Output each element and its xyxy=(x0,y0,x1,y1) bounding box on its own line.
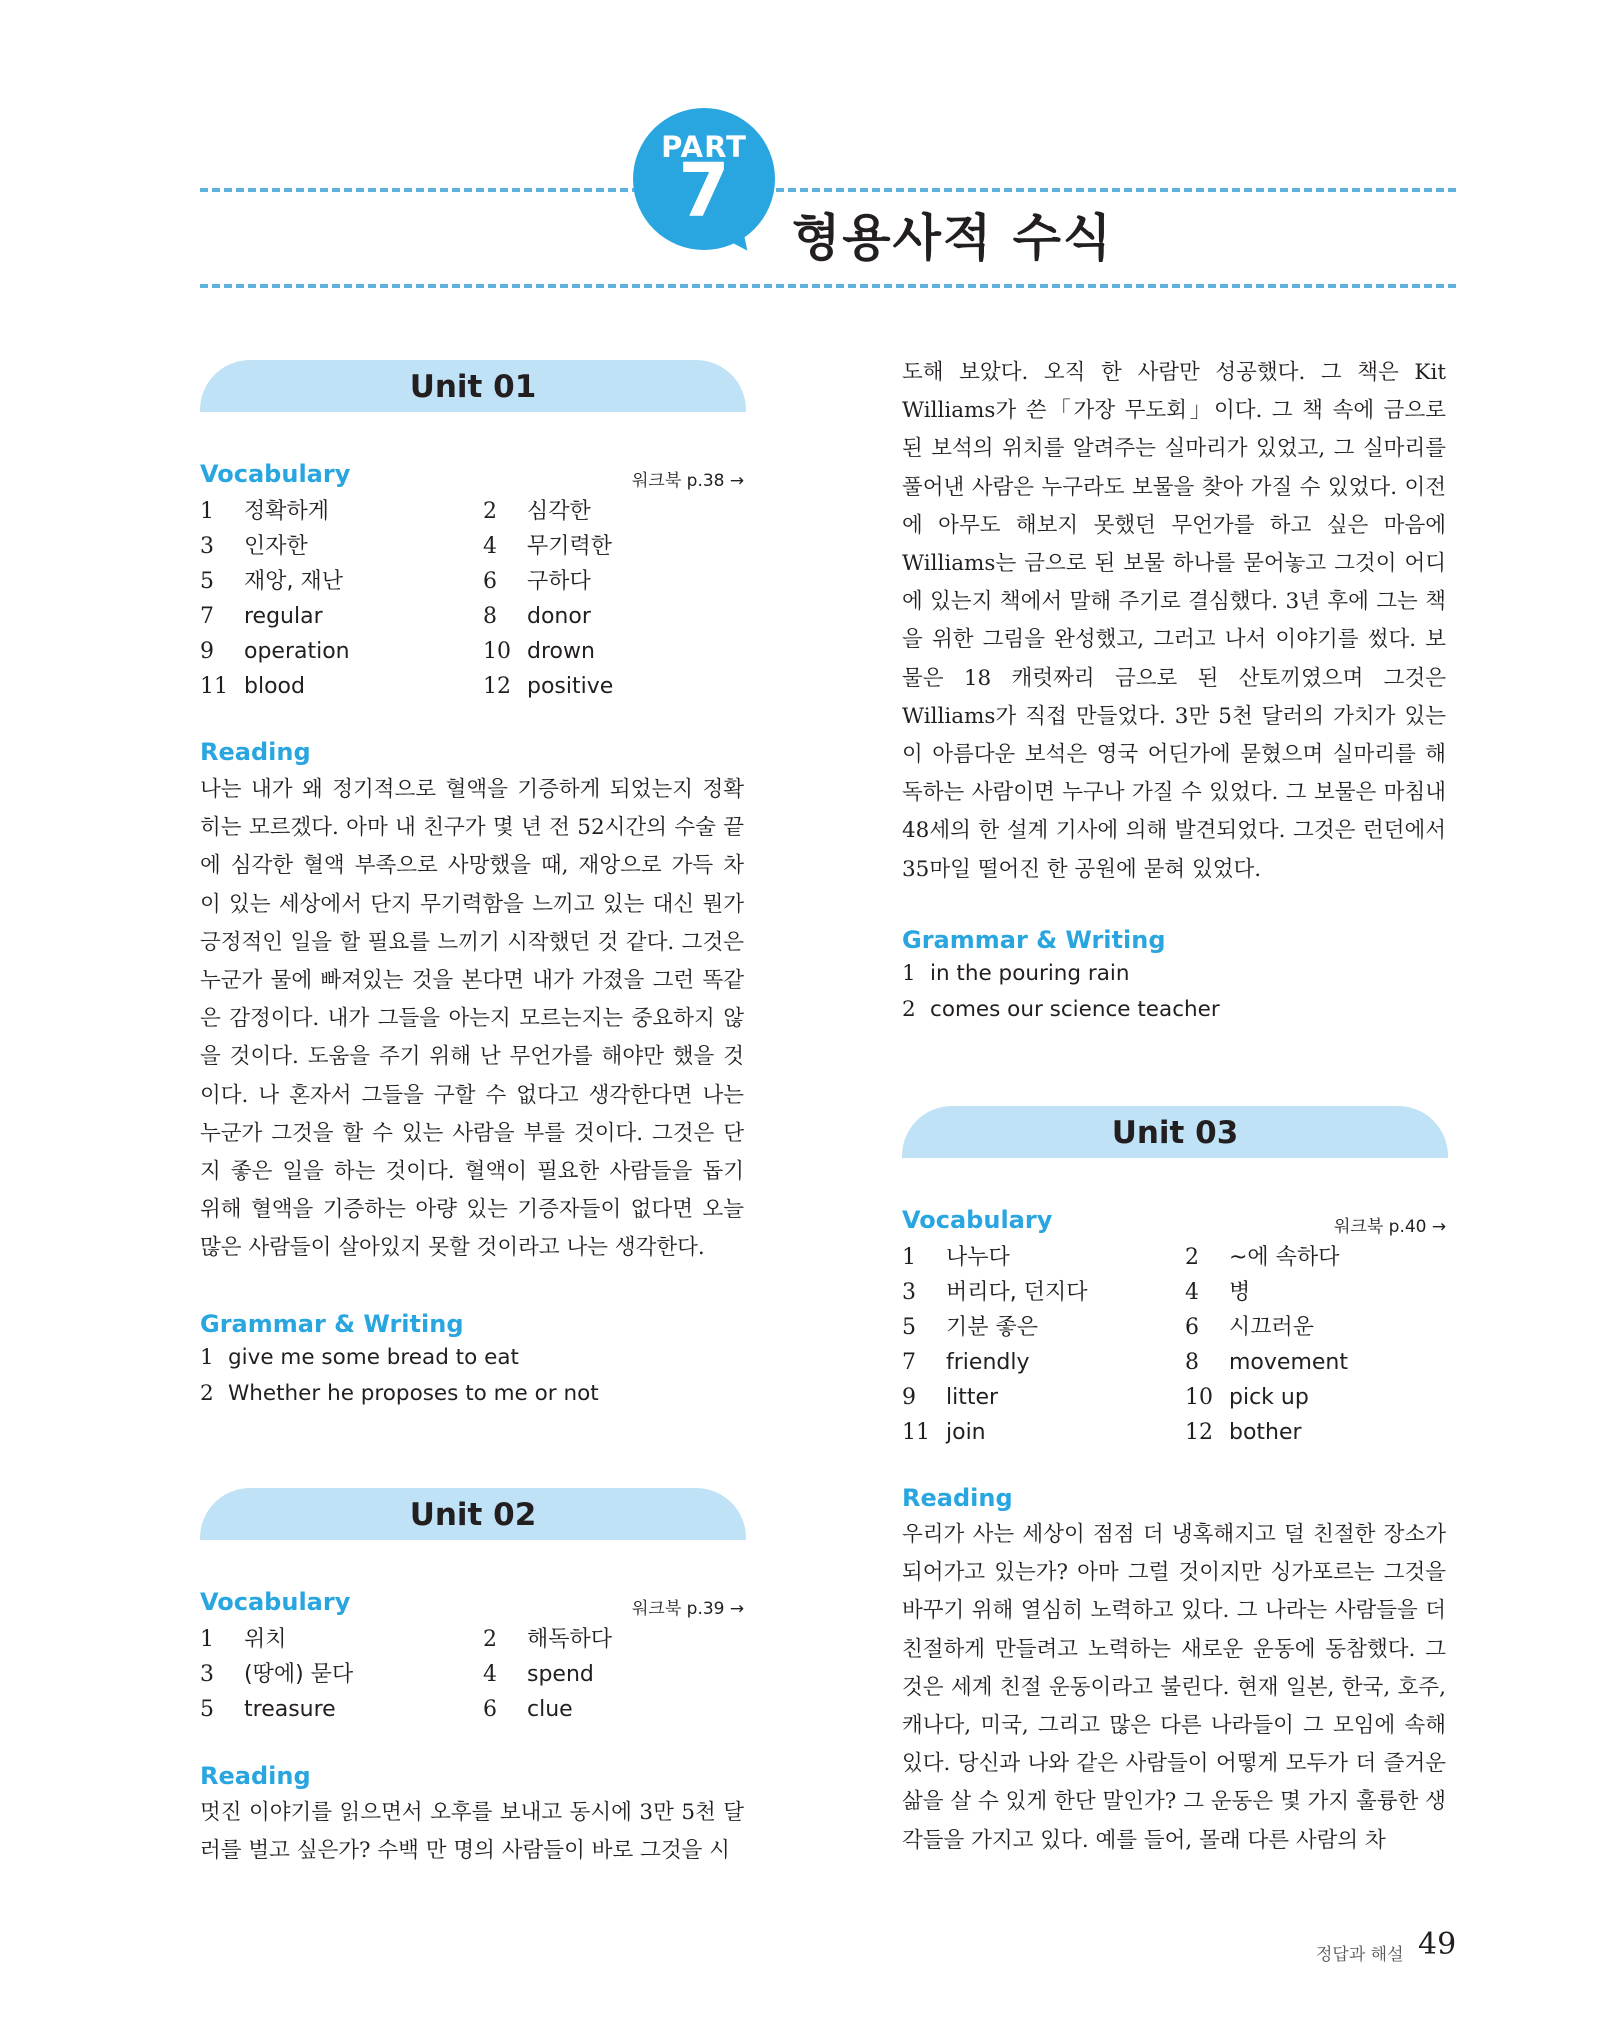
unit-02-reading-text: 멋진 이야기를 읽으면서 오후를 보내고 동시에 3만 5천 달러를 벌고 싶은가? 수백 만 명의 사람들이 바로 그것을 시 xyxy=(200,1800,744,1864)
unit-03-workbook-ref: 워크북 p.40 → xyxy=(1334,1217,1447,1237)
vocab-item: 1 나누다 xyxy=(902,1245,1010,1270)
unit-02-vocab-right xyxy=(483,1622,743,1727)
unit-01-heading: Unit 01 xyxy=(200,360,746,412)
vocab-item: 9 operation xyxy=(200,639,350,664)
part-label: PART xyxy=(661,130,747,164)
vocab-item: 6 구하다 xyxy=(483,569,591,594)
unit-03-reading-text: 우리가 사는 세상이 점점 더 냉혹해지고 덜 친절한 장소가 되어가고 있는가? 아마 그럴 것이지만 싱가포르는 그것을 바꾸기 위해 열심히 노력하고 있다. 그 나라는 사람들을 더 친절하게 만들려고 노력하는 새로운 운동에 동참했다. 그것은 세계 친절 운동이라고 불린다. 현재 일본, 한국, 호주, 캐나다, 미국, 그리고 많은 다른 나라들이 그 모임에 속해 있다. 당신과 나와 같은 사람들이 어떻게 모두가 더 즐거운 삶을 살 수 있게 한단 말인가? 그 운동은 몇 가지 훌륭한 생각들을 가지고 있다. 예를 들어, 몰래 다른 사람의 차 xyxy=(902,1522,1446,1853)
vocab-item: 3 인자한 xyxy=(200,534,308,559)
vocab-item: 4 무기력한 xyxy=(483,534,613,559)
part-badge xyxy=(633,108,775,250)
header-top-rule xyxy=(200,188,1456,192)
unit-03-reading-heading: Reading xyxy=(902,1484,1013,1512)
unit-02-gw-heading: Grammar & Writing xyxy=(902,926,1166,954)
header-bottom-rule xyxy=(200,284,1456,288)
vocab-item: 6 clue xyxy=(483,1697,573,1722)
unit-01-vocab-heading: Vocabulary xyxy=(200,460,351,488)
vocab-item: 7 regular xyxy=(200,604,323,629)
unit-02-reading-continued: 도해 보았다. 오직 한 사람만 성공했다. 그 책은 Kit Williams가 쓴「가장 무도회」이다. 그 책 속에 금으로 된 보석의 위치를 알려주는 실마리가 있었고, 그 실마리를 풀어낸 사람은 누구라도 보물을 찾아 가질 수 있었다. 이전에 아무도 해보지 못했던 무언가를 하고 싶은 마음에 Williams는 금으로 된 보물 하나를 묻어놓고 그것이 어디에 있는지 책에서 말해 주기로 결심했다. 3년 후에 그는 책을 위한 그림을 완성했고, 그러고 나서 이야기를 썼다. 보물은 18 캐럿짜리 금으로 된 산토끼였으며 그것은 Williams가 직접 만들었다. 3만 5천 달러의 가치가 있는 이 아름다운 보석은 영국 어딘가에 묻혔으며 실마리를 해독하는 사람이면 누구나 가질 수 있었다. 그 보물은 마침내 48세의 한 설계 기사에 의해 발견되었다. 그것은 런던에서 35마일 떨어진 한 공원에 묻혀 있었다. xyxy=(902,360,1446,882)
page-number: 49 xyxy=(1418,1927,1457,1962)
vocab-item: 7 friendly xyxy=(902,1350,1030,1375)
unit-01-reading-heading: Reading xyxy=(200,738,311,766)
unit-03-heading: Unit 03 xyxy=(902,1106,1448,1158)
part-number: 7 xyxy=(678,148,730,234)
vocab-item: 2 심각한 xyxy=(483,499,591,524)
vocab-item: 2 ~에 속하다 xyxy=(1185,1245,1340,1270)
vocab-item: 12 bother xyxy=(1185,1420,1302,1445)
vocab-item: 8 movement xyxy=(1185,1350,1348,1375)
vocab-item: 1 위치 xyxy=(200,1627,287,1652)
unit-01-vocab-left xyxy=(200,494,460,704)
unit-02-workbook-ref: 워크북 p.39 → xyxy=(632,1599,745,1619)
unit-01-workbook-ref: 워크북 p.38 → xyxy=(632,471,745,491)
unit-01-reading-text: 나는 내가 왜 정기적으로 혈액을 기증하게 되었는지 정확히는 모르겠다. 아마 내 친구가 몇 년 전 52시간의 수술 끝에 심각한 혈액 부족으로 사망했을 때, 재앙으로 가득 차 이 있는 세상에서 단지 무기력함을 느끼고 있는 대신 뭔가 긍정적인 일을 할 필요를 느끼기 시작했던 것 같다. 그것은 누군가 물에 빠져있는 것을 본다면 내가 가졌을 그런 똑같은 감정이다. 내가 그들을 아는지 모르는지는 중요하지 않을 것이다. 도움을 주기 위해 난 무언가를 해야만 했을 것이다. 나 혼자서 그들을 구할 수 없다고 생각한다면 나는 누군가 그것을 할 수 있는 사람을 부를 것이다. 그것은 단지 좋은 일을 하는 것이다. 혈액이 필요한 사람들을 돕기 위해 혈액을 기증하는 아량 있는 기증자들이 없다면 오늘 많은 사람들이 살아있지 못할 것이라고 나는 생각한다. xyxy=(200,777,744,1261)
unit-02-vocab-heading: Vocabulary xyxy=(200,1588,351,1616)
vocab-item: 5 treasure xyxy=(200,1697,336,1722)
vocab-item: 6 시끄러운 xyxy=(1185,1315,1315,1340)
vocab-item: 2 해독하다 xyxy=(483,1627,613,1652)
unit-01-gw-heading: Grammar & Writing xyxy=(200,1310,464,1338)
vocab-item: 8 donor xyxy=(483,604,591,629)
vocab-item: 10 drown xyxy=(483,639,595,664)
unit-02-vocab-left xyxy=(200,1622,460,1727)
unit-01-vocab-right xyxy=(483,494,743,704)
gw-item: 2 Whether he proposes to me or not xyxy=(200,1381,599,1406)
vocab-item: 12 positive xyxy=(483,674,614,699)
gw-item: 1 in the pouring rain xyxy=(902,961,1130,986)
vocab-item: 5 기분 좋은 xyxy=(902,1315,1039,1340)
vocab-item: 3 버리다, 던지다 xyxy=(902,1280,1088,1305)
unit-01-gw-list xyxy=(200,1340,744,1412)
unit-02-reading-heading: Reading xyxy=(200,1762,311,1790)
vocab-item: 9 litter xyxy=(902,1385,999,1410)
vocab-item: 3 (땅에) 묻다 xyxy=(200,1662,354,1687)
vocab-item: 1 정확하게 xyxy=(200,499,330,524)
unit-02-heading: Unit 02 xyxy=(200,1488,746,1540)
unit-03-vocab-right xyxy=(1185,1240,1445,1450)
vocab-item: 4 spend xyxy=(483,1662,594,1687)
vocab-item: 4 병 xyxy=(1185,1280,1251,1305)
vocab-item: 10 pick up xyxy=(1185,1385,1309,1410)
footer-label: 정답과 해설 xyxy=(1316,1945,1404,1965)
vocab-item: 11 blood xyxy=(200,674,305,699)
gw-item: 1 give me some bread to eat xyxy=(200,1345,519,1370)
unit-02-gw-list xyxy=(902,956,1446,1028)
gw-item: 2 comes our science teacher xyxy=(902,997,1220,1022)
page-title: 형용사적 수식 xyxy=(792,209,1114,267)
unit-03-vocab-left xyxy=(902,1240,1162,1450)
unit-03-vocab-heading: Vocabulary xyxy=(902,1206,1053,1234)
vocab-item: 5 재앙, 재난 xyxy=(200,569,343,594)
vocab-item: 11 join xyxy=(902,1420,986,1445)
